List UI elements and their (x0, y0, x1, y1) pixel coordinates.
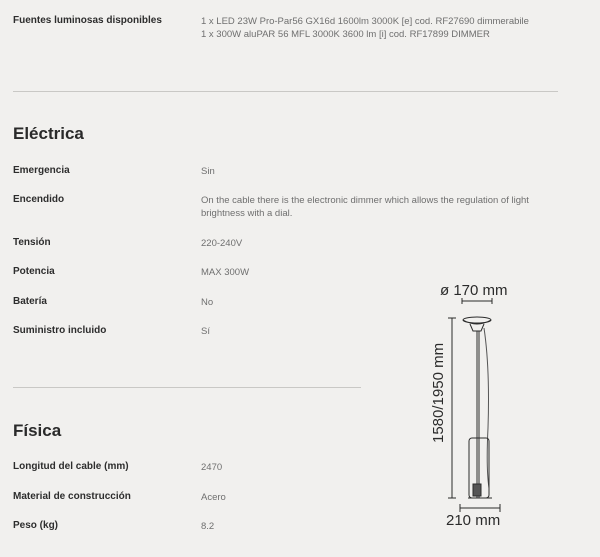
divider (13, 387, 361, 388)
section-title-electrica: Eléctrica (13, 124, 84, 143)
lamp-dimension-drawing (440, 298, 550, 513)
spec-value-bateria: No (201, 297, 214, 308)
spec-label-cable-length: Longitud del cable (mm) (13, 461, 129, 472)
spec-label-light-sources: Fuentes luminosas disponibles (13, 15, 162, 26)
spec-label-material: Material de construcción (13, 491, 131, 502)
height-label: 1580/1950 mm (430, 342, 447, 443)
diameter-label: ø 170 mm (440, 282, 508, 299)
spec-value-tension: 220-240V (201, 238, 243, 249)
divider (13, 91, 558, 92)
spec-value-weight: 8.2 (201, 521, 215, 532)
spec-label-emergencia: Emergencia (13, 165, 70, 176)
spec-value-light-source-1: 1 x LED 23W Pro-Par56 GX16d 1600lm 3000K [e] cod. RF27690 dimmerabile (201, 16, 529, 27)
spec-value-emergencia: Sin (201, 166, 215, 177)
spec-value-cable-length: 2470 (201, 462, 223, 473)
spec-label-encendido: Encendido (13, 194, 65, 205)
spec-value-light-source-2: 1 x 300W aluPAR 56 MFL 3000K 3600 lm [i] cod. RF17899 DIMMER (201, 29, 490, 40)
spec-value-potencia: MAX 300W (201, 267, 250, 278)
section-title-fisica: Física (13, 421, 62, 440)
spec-value-suministro: Sí (201, 326, 210, 337)
spec-value-material: Acero (201, 492, 226, 503)
spec-label-suministro: Suministro incluido (13, 325, 107, 336)
spec-value-encendido: On the cable there is the electronic dimmer which allows the regulation of light brightness with a dial. (201, 195, 529, 219)
spec-label-bateria: Batería (13, 296, 47, 307)
base-width-label: 210 mm (446, 512, 501, 529)
spec-label-weight: Peso (kg) (13, 520, 59, 531)
spec-label-tension: Tensión (13, 237, 51, 248)
spec-label-potencia: Potencia (13, 266, 55, 277)
